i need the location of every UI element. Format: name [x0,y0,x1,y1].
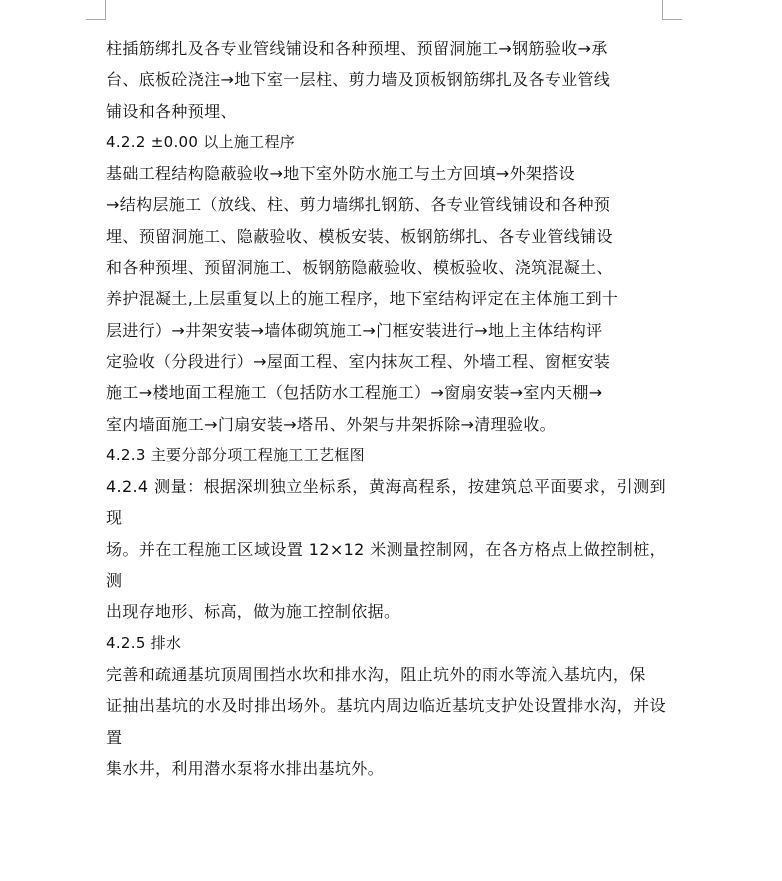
text-line: 完善和疏通基坑顶周围挡水坎和排水沟，阻止坑外的雨水等流入基坑内，保 [106,664,646,684]
page-corner-mark-right [662,0,682,20]
heading-text: 4.2.2 ±0.00 以上施工程序 [106,132,296,151]
text-line: 集水井，利用潜水泵将水排出基坑外。 [106,758,384,778]
text-line: 室内墙面施工→门扇安装→塔吊、外架与井架拆除→清理验收。 [106,414,557,434]
paragraph-surveying [106,471,666,627]
section-heading-4-2-5 [106,628,666,659]
section-heading-4-2-2 [106,127,666,158]
text-line: 台、底板砼浇注→地下室一层柱、剪力墙及顶板钢筋绑扎及各专业管线 [106,70,611,90]
text-line: 基础工程结构隐蔽验收→地下室外防水施工与土方回填→外架搭设 [106,164,575,184]
paragraph-drainage [106,659,666,784]
text-line: 埋、预留洞施工、隐蔽验收、模板安装、板钢筋绑扎、各专业管线铺设 [106,226,613,246]
page-corner-mark-left [86,0,106,20]
text-line: 施工→楼地面工程施工（包括防水工程施工）→窗扇安装→室内天棚→ [106,383,603,403]
text-line: 铺设和各种预埋、 [106,101,237,121]
paragraph-above-zero-sequence [106,158,666,440]
heading-text: 4.2.3 主要分部分项工程施工工艺框图 [106,445,365,464]
text-line: 4.2.4 测量：根据深圳独立坐标系，黄海高程系，按建筑总平面要求，引测到现 [106,477,666,528]
text-line: 层进行）→井架安装→墙体砌筑施工→门框安装进行→地上主体结构评 [106,320,603,340]
document-body[interactable] [106,33,666,784]
text-line: 养护混凝土,上层重复以上的施工程序，地下室结构评定在主体施工到十 [106,289,619,309]
paragraph-foundation-sequence [106,33,666,127]
text-line: 定验收（分段进行）→屋面工程、室内抹灰工程、外墙工程、窗框安装 [106,351,611,371]
text-line: 证抽出基坑的水及时排出场外。基坑内周边临近基坑支护处设置排水沟，并设置 [106,696,666,747]
text-line: 出现存地形、标高，做为施工控制依据。 [106,602,401,622]
text-line: 场。并在工程施工区域设置 12×12 米测量控制网，在各方格点上做控制桩，测 [106,539,666,591]
section-heading-4-2-3 [106,440,666,471]
heading-text: 4.2.5 排水 [106,633,182,652]
text-line: 柱插筋绑扎及各专业管线铺设和各种预埋、预留洞施工→钢筋验收→承 [106,39,608,58]
text-line: 和各种预埋、预留洞施工、板钢筋隐蔽验收、模板验收、浇筑混凝土、 [106,258,613,278]
text-line: →结构层施工（放线、柱、剪力墙绑扎钢筋、各专业管线铺设和各种预 [106,195,611,215]
